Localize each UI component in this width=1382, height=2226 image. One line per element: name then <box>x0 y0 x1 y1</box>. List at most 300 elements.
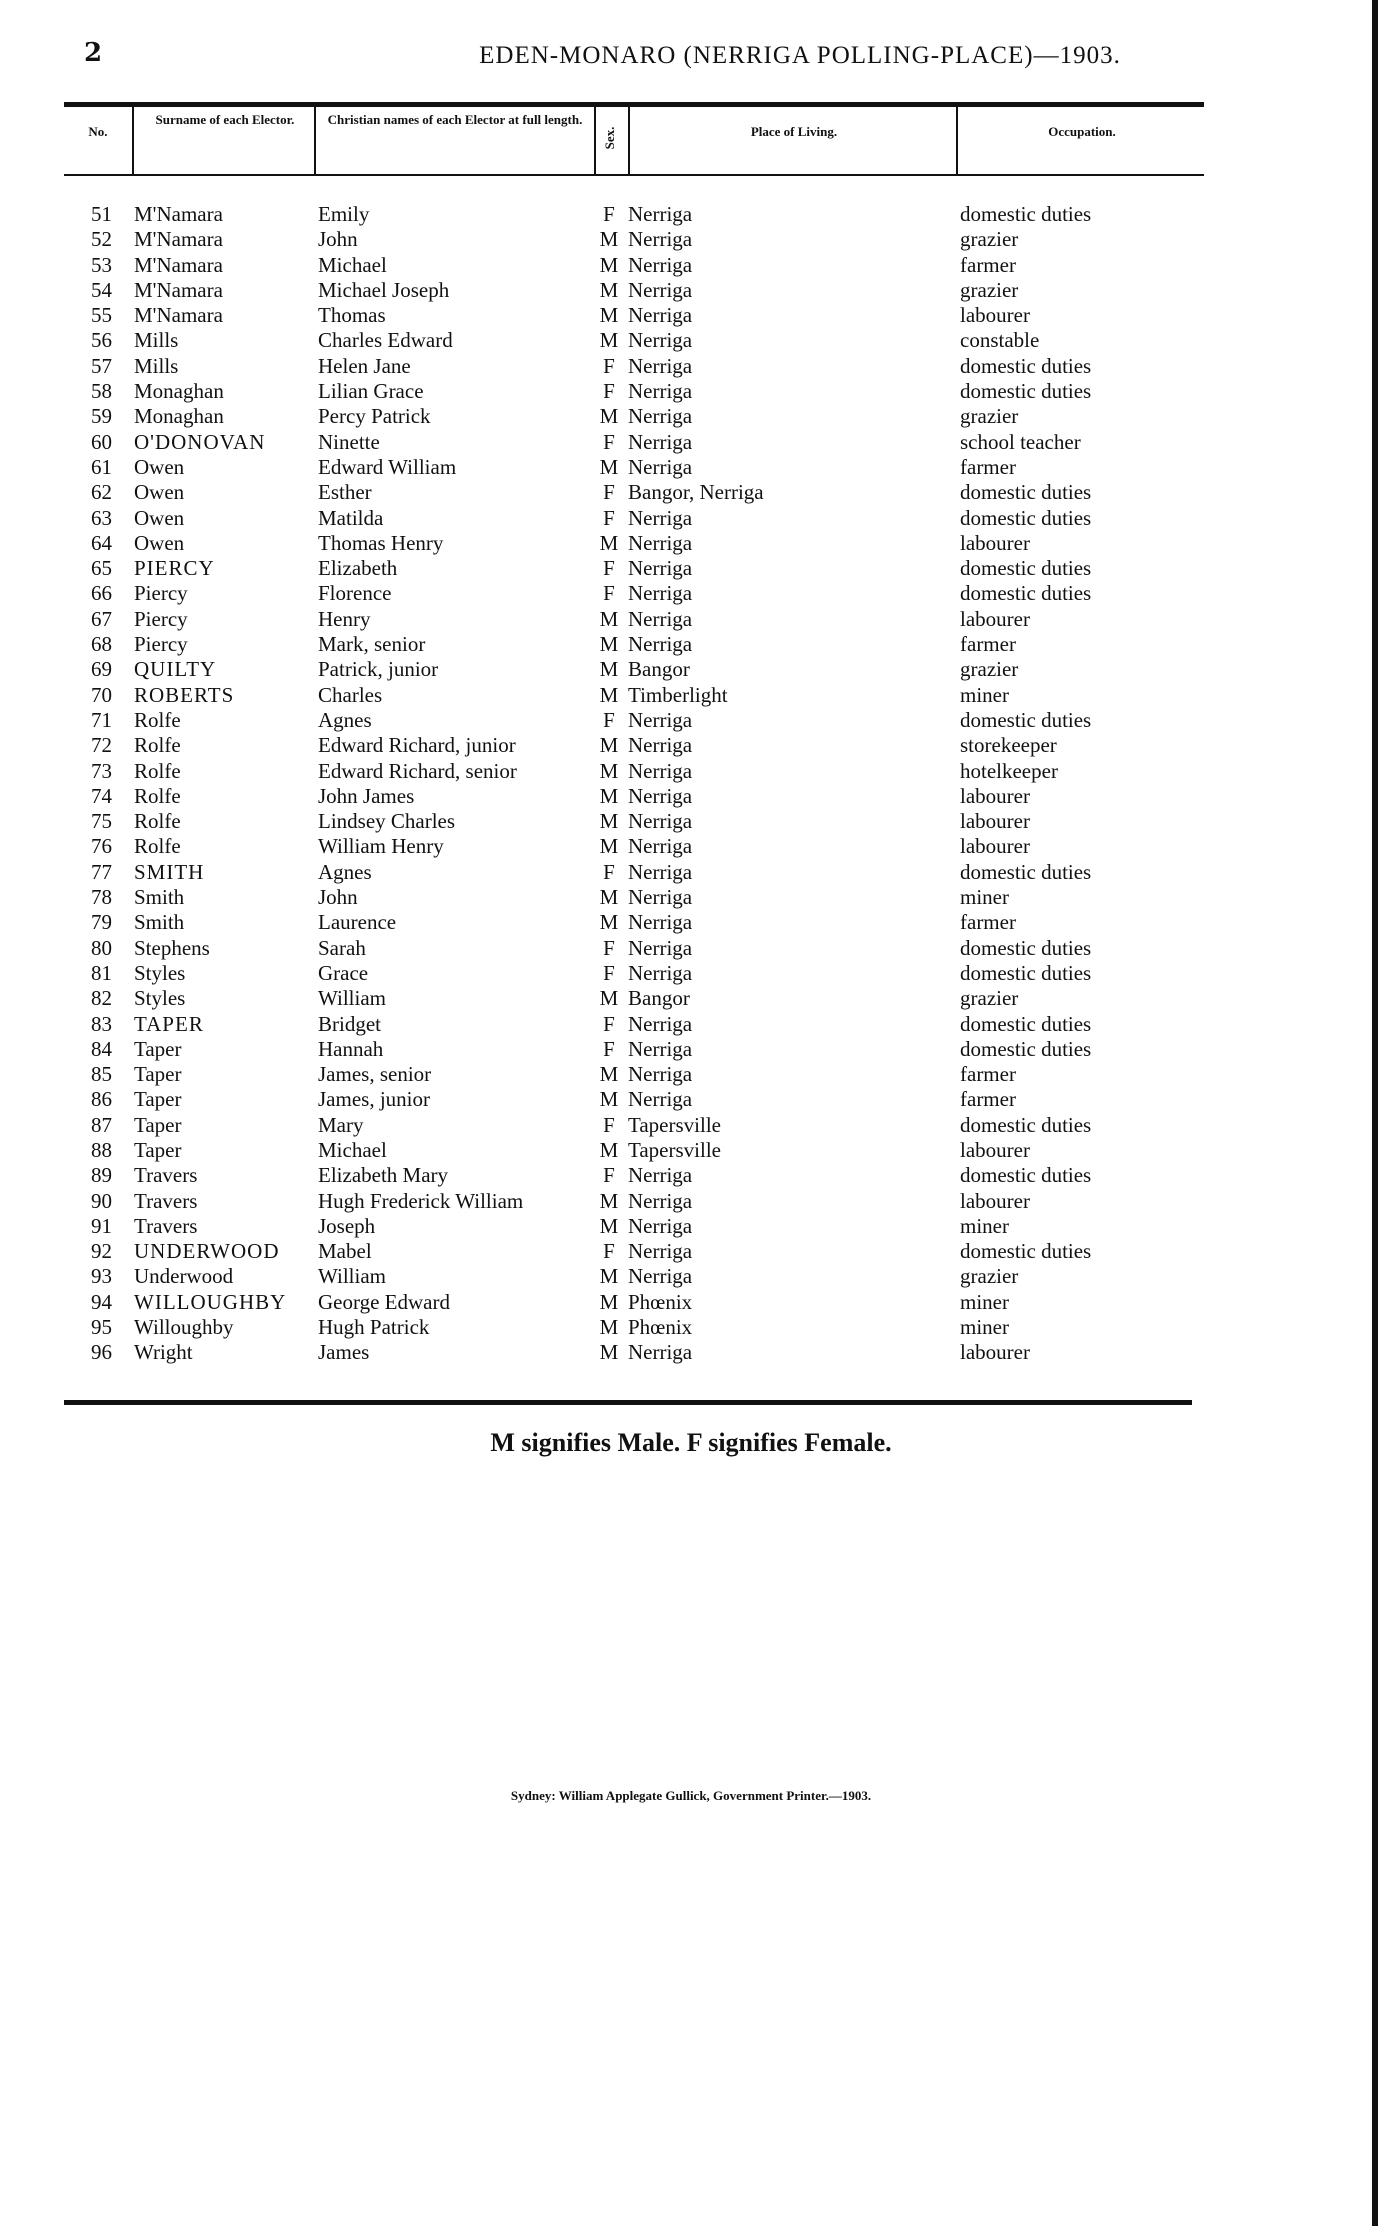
elector-surname: Mills <box>134 353 179 378</box>
elector-surname: Travers <box>134 1163 198 1188</box>
elector-sex: M <box>599 834 619 859</box>
elector-sex: M <box>599 1289 619 1314</box>
elector-christian-names: Thomas Henry <box>318 530 444 555</box>
elector-occupation: domestic duties <box>960 480 1092 505</box>
elector-surname: M'Namara <box>134 202 223 226</box>
table-row <box>0 227 1382 252</box>
elector-christian-names: Michael <box>318 1137 387 1162</box>
elector-sex: M <box>599 227 619 252</box>
elector-sex: F <box>603 353 615 378</box>
electors-table-body <box>0 202 1382 1366</box>
elector-number: 90 <box>91 1188 112 1213</box>
elector-occupation: domestic duties <box>960 1239 1092 1264</box>
elector-number: 93 <box>91 1264 112 1289</box>
elector-place-of-living: Nerriga <box>628 809 693 834</box>
elector-christian-names: Florence <box>318 581 392 606</box>
elector-christian-names: Elizabeth Mary <box>318 1163 449 1188</box>
elector-place-of-living: Nerriga <box>628 960 693 985</box>
col-divider <box>132 106 134 174</box>
elector-surname: M'Namara <box>134 227 223 252</box>
elector-number: 58 <box>91 379 112 404</box>
elector-christian-names: Sarah <box>318 935 366 960</box>
elector-occupation: labourer <box>960 809 1030 834</box>
elector-occupation: miner <box>960 885 1009 910</box>
elector-place-of-living: Tapersville <box>628 1112 721 1137</box>
elector-place-of-living: Nerriga <box>628 783 693 808</box>
table-row <box>0 657 1382 682</box>
elector-christian-names: Hugh Patrick <box>318 1315 430 1340</box>
elector-place-of-living: Nerriga <box>628 454 693 479</box>
elector-christian-names: Matilda <box>318 505 384 530</box>
elector-number: 74 <box>91 783 112 808</box>
elector-sex: M <box>599 1087 619 1112</box>
table-row <box>0 202 1382 227</box>
elector-christian-names: James, senior <box>318 1062 432 1087</box>
elector-place-of-living: Nerriga <box>628 910 693 935</box>
elector-christian-names: Charles Edward <box>318 328 453 353</box>
elector-surname: Mills <box>134 328 179 353</box>
elector-occupation: grazier <box>960 404 1019 429</box>
elector-place-of-living: Nerriga <box>628 404 693 429</box>
elector-christian-names: John <box>318 885 358 910</box>
elector-sex: F <box>603 581 615 606</box>
elector-place-of-living: Nerriga <box>628 530 693 555</box>
printer-imprint: Sydney: William Applegate Gullick, Government Printer.—1903. <box>510 1788 872 1803</box>
elector-christian-names: Lilian Grace <box>318 379 424 404</box>
table-row <box>0 1012 1382 1037</box>
elector-place-of-living: Nerriga <box>628 1062 693 1087</box>
elector-christian-names: Esther <box>318 480 372 505</box>
table-header-rule <box>64 174 1204 176</box>
table-row <box>0 759 1382 784</box>
table-row <box>0 607 1382 632</box>
elector-christian-names: William <box>318 986 386 1011</box>
elector-surname: Willoughby <box>134 1315 234 1340</box>
elector-surname: Rolfe <box>134 733 181 758</box>
elector-christian-names: Patrick, junior <box>318 657 439 682</box>
elector-christian-names: Mary <box>318 1112 364 1137</box>
elector-christian-names: John James <box>318 783 415 808</box>
elector-number: 78 <box>91 885 112 910</box>
elector-christian-names: Lindsey Charles <box>318 809 456 834</box>
elector-sex: F <box>603 480 615 505</box>
table-row <box>0 1087 1382 1112</box>
elector-surname: Taper <box>134 1036 182 1061</box>
elector-christian-names: Emily <box>318 202 370 226</box>
elector-number: 60 <box>91 429 112 454</box>
elector-christian-names: Hannah <box>318 1036 384 1061</box>
elector-number: 81 <box>91 960 112 985</box>
elector-number: 82 <box>91 986 112 1011</box>
elector-surname: M'Namara <box>134 252 223 277</box>
elector-place-of-living: Nerriga <box>628 202 693 226</box>
elector-place-of-living: Bangor <box>628 986 690 1011</box>
elector-occupation: miner <box>960 1289 1009 1314</box>
elector-sex: M <box>599 1062 619 1087</box>
elector-sex: M <box>599 454 619 479</box>
elector-occupation: labourer <box>960 783 1030 808</box>
page-number: 2 <box>84 38 103 68</box>
elector-number: 51 <box>91 202 112 226</box>
elector-surname: Smith <box>134 885 185 910</box>
sex-legend: M signifies Male. F signifies Female. <box>490 1428 892 1457</box>
elector-occupation: domestic duties <box>960 960 1092 985</box>
elector-place-of-living: Nerriga <box>628 505 693 530</box>
elector-christian-names: Agnes <box>318 859 372 884</box>
elector-number: 64 <box>91 530 112 555</box>
elector-surname: TAPER <box>134 1011 204 1036</box>
elector-surname: Underwood <box>134 1264 234 1289</box>
elector-occupation: farmer <box>960 1062 1016 1087</box>
elector-christian-names: Agnes <box>318 707 372 732</box>
elector-place-of-living: Nerriga <box>628 227 693 252</box>
elector-surname: Stephens <box>134 935 210 960</box>
elector-number: 95 <box>91 1315 112 1340</box>
elector-number: 86 <box>91 1087 112 1112</box>
elector-number: 94 <box>91 1289 112 1314</box>
elector-sex: M <box>599 1340 619 1365</box>
elector-place-of-living: Phœnix <box>628 1289 693 1314</box>
elector-surname: Owen <box>134 480 185 505</box>
elector-christian-names: Helen Jane <box>318 353 411 378</box>
col-header-sex: Sex. <box>602 126 617 150</box>
elector-occupation: labourer <box>960 834 1030 859</box>
table-row <box>0 303 1382 328</box>
elector-place-of-living: Nerriga <box>628 606 693 631</box>
elector-number: 91 <box>91 1213 112 1238</box>
elector-occupation: grazier <box>960 657 1019 682</box>
table-row <box>0 455 1382 480</box>
elector-surname: Wright <box>134 1340 193 1365</box>
table-row <box>0 480 1382 505</box>
elector-sex: F <box>603 379 615 404</box>
elector-place-of-living: Nerriga <box>628 632 693 657</box>
elector-place-of-living: Nerriga <box>628 1087 693 1112</box>
table-row <box>0 556 1382 581</box>
elector-place-of-living: Nerriga <box>628 834 693 859</box>
elector-christian-names: Bridget <box>318 1011 381 1036</box>
elector-number: 66 <box>91 581 112 606</box>
elector-occupation: domestic duties <box>960 353 1092 378</box>
col-divider <box>628 106 630 174</box>
elector-christian-names: William Henry <box>318 834 444 859</box>
elector-occupation: farmer <box>960 252 1016 277</box>
table-row <box>0 1340 1382 1365</box>
elector-sex: M <box>599 328 619 353</box>
elector-occupation: domestic duties <box>960 935 1092 960</box>
elector-surname: Styles <box>134 960 186 985</box>
elector-place-of-living: Nerriga <box>628 885 693 910</box>
table-row <box>0 1189 1382 1214</box>
elector-number: 65 <box>91 556 112 581</box>
elector-sex: M <box>599 632 619 657</box>
elector-place-of-living: Bangor <box>628 657 690 682</box>
elector-number: 70 <box>91 682 112 707</box>
elector-occupation: grazier <box>960 277 1019 302</box>
elector-surname: Rolfe <box>134 809 181 834</box>
elector-surname: M'Namara <box>134 277 223 302</box>
elector-surname: Travers <box>134 1213 198 1238</box>
elector-sex: F <box>603 1163 615 1188</box>
elector-sex: M <box>599 1137 619 1162</box>
elector-number: 68 <box>91 632 112 657</box>
elector-place-of-living: Nerriga <box>628 379 693 404</box>
elector-sex: F <box>603 202 615 226</box>
elector-christian-names: Edward William <box>318 454 457 479</box>
elector-sex: M <box>599 682 619 707</box>
table-row <box>0 354 1382 379</box>
elector-sex: M <box>599 885 619 910</box>
elector-place-of-living: Nerriga <box>628 1011 693 1036</box>
elector-occupation: labourer <box>960 530 1030 555</box>
elector-place-of-living: Nerriga <box>628 429 693 454</box>
table-row <box>0 1113 1382 1138</box>
elector-place-of-living: Phœnix <box>628 1315 693 1340</box>
table-row <box>0 430 1382 455</box>
table-row <box>0 379 1382 404</box>
table-row <box>0 809 1382 834</box>
elector-sex: M <box>599 986 619 1011</box>
elector-place-of-living: Nerriga <box>628 556 693 581</box>
table-row <box>0 531 1382 556</box>
elector-number: 84 <box>91 1036 112 1061</box>
table-row <box>0 1315 1382 1340</box>
table-row <box>0 784 1382 809</box>
elector-number: 73 <box>91 758 112 783</box>
elector-christian-names: Laurence <box>318 910 397 935</box>
elector-number: 56 <box>91 328 112 353</box>
table-row <box>0 581 1382 606</box>
elector-number: 71 <box>91 707 112 732</box>
elector-number: 85 <box>91 1062 112 1087</box>
table-row <box>0 1290 1382 1315</box>
table-row <box>0 860 1382 885</box>
elector-occupation: domestic duties <box>960 1036 1092 1061</box>
elector-sex: F <box>603 556 615 581</box>
elector-sex: M <box>599 809 619 834</box>
elector-occupation: grazier <box>960 227 1019 252</box>
elector-place-of-living: Nerriga <box>628 303 693 328</box>
elector-place-of-living: Nerriga <box>628 1163 693 1188</box>
elector-place-of-living: Tapersville <box>628 1137 721 1162</box>
elector-sex: F <box>603 1036 615 1061</box>
elector-surname: Owen <box>134 530 185 555</box>
table-row <box>0 708 1382 733</box>
elector-surname: WILLOUGHBY <box>134 1289 287 1314</box>
elector-number: 83 <box>91 1011 112 1036</box>
table-row <box>0 733 1382 758</box>
table-row <box>0 253 1382 278</box>
table-top-rule <box>64 102 1204 107</box>
elector-sex: F <box>603 960 615 985</box>
elector-occupation: grazier <box>960 986 1019 1011</box>
table-row <box>0 683 1382 708</box>
elector-surname: ROBERTS <box>134 682 235 707</box>
elector-occupation: domestic duties <box>960 581 1092 606</box>
elector-christian-names: John <box>318 227 358 252</box>
table-row <box>0 986 1382 1011</box>
elector-surname: Taper <box>134 1087 182 1112</box>
elector-number: 79 <box>91 910 112 935</box>
elector-occupation: domestic duties <box>960 1163 1092 1188</box>
elector-surname: Rolfe <box>134 783 181 808</box>
elector-place-of-living: Nerriga <box>628 353 693 378</box>
elector-christian-names: George Edward <box>318 1289 450 1314</box>
elector-sex: F <box>603 1011 615 1036</box>
table-row <box>0 936 1382 961</box>
elector-number: 80 <box>91 935 112 960</box>
elector-sex: M <box>599 1188 619 1213</box>
elector-christian-names: Joseph <box>318 1213 376 1238</box>
elector-number: 59 <box>91 404 112 429</box>
table-row <box>0 961 1382 986</box>
elector-christian-names: Ninette <box>318 429 380 454</box>
elector-occupation: school teacher <box>960 429 1081 454</box>
elector-surname: Rolfe <box>134 758 181 783</box>
elector-occupation: domestic duties <box>960 1112 1092 1137</box>
table-row <box>0 885 1382 910</box>
table-row <box>0 278 1382 303</box>
page-title: EDEN-MONARO (NERRIGA POLLING-PLACE)—1903. <box>479 42 1121 69</box>
elector-occupation: domestic duties <box>960 379 1092 404</box>
elector-occupation: farmer <box>960 632 1016 657</box>
elector-surname: Taper <box>134 1112 182 1137</box>
elector-sex: F <box>603 1239 615 1264</box>
elector-christian-names: Edward Richard, senior <box>318 758 517 783</box>
elector-occupation: domestic duties <box>960 202 1092 226</box>
table-row <box>0 1037 1382 1062</box>
col-header-place: Place of Living. <box>750 124 838 139</box>
elector-number: 69 <box>91 657 112 682</box>
elector-sex: M <box>599 530 619 555</box>
table-row <box>0 632 1382 657</box>
elector-place-of-living: Nerriga <box>628 252 693 277</box>
elector-place-of-living: Nerriga <box>628 935 693 960</box>
elector-sex: M <box>599 606 619 631</box>
elector-christian-names: Michael <box>318 252 387 277</box>
elector-surname: PIERCY <box>134 556 215 581</box>
elector-number: 76 <box>91 834 112 859</box>
elector-occupation: domestic duties <box>960 707 1092 732</box>
elector-number: 53 <box>91 252 112 277</box>
elector-occupation: miner <box>960 1213 1009 1238</box>
elector-place-of-living: Nerriga <box>628 758 693 783</box>
elector-christian-names: Mabel <box>318 1239 372 1264</box>
elector-occupation: grazier <box>960 1264 1019 1289</box>
elector-occupation: domestic duties <box>960 505 1092 530</box>
elector-surname: Travers <box>134 1188 198 1213</box>
elector-sex: F <box>603 505 615 530</box>
elector-number: 52 <box>91 227 112 252</box>
col-header-christian: Christian names of each Elector at full length. <box>327 112 583 127</box>
elector-sex: M <box>599 277 619 302</box>
elector-number: 75 <box>91 809 112 834</box>
elector-sex: M <box>599 657 619 682</box>
elector-christian-names: Elizabeth <box>318 556 398 581</box>
elector-christian-names: Charles <box>318 682 383 707</box>
elector-occupation: labourer <box>960 1188 1030 1213</box>
elector-sex: M <box>599 783 619 808</box>
elector-occupation: labourer <box>960 606 1030 631</box>
elector-sex: M <box>599 910 619 935</box>
elector-number: 96 <box>91 1340 112 1365</box>
elector-number: 62 <box>91 480 112 505</box>
elector-occupation: domestic duties <box>960 1011 1092 1036</box>
elector-sex: M <box>599 404 619 429</box>
elector-occupation: labourer <box>960 303 1030 328</box>
elector-christian-names: Henry <box>318 606 371 631</box>
elector-christian-names: James <box>318 1340 370 1365</box>
elector-place-of-living: Nerriga <box>628 1188 693 1213</box>
elector-place-of-living: Nerriga <box>628 1239 693 1264</box>
elector-occupation: labourer <box>960 1137 1030 1162</box>
elector-place-of-living: Nerriga <box>628 328 693 353</box>
elector-occupation: storekeeper <box>960 733 1057 758</box>
elector-sex: M <box>599 733 619 758</box>
elector-surname: M'Namara <box>134 303 223 328</box>
elector-occupation: miner <box>960 682 1009 707</box>
table-row <box>0 1214 1382 1239</box>
elector-number: 54 <box>91 277 112 302</box>
elector-christian-names: Hugh Frederick William <box>318 1188 524 1213</box>
elector-surname: Piercy <box>134 581 188 606</box>
elector-surname: Monaghan <box>134 379 224 404</box>
elector-surname: O'DONOVAN <box>134 429 266 454</box>
col-divider <box>314 106 316 174</box>
table-row <box>0 404 1382 429</box>
elector-sex: F <box>603 1112 615 1137</box>
elector-surname: SMITH <box>134 859 205 884</box>
elector-number: 55 <box>91 303 112 328</box>
elector-occupation: constable <box>960 328 1040 353</box>
elector-place-of-living: Nerriga <box>628 1264 693 1289</box>
elector-sex: M <box>599 1264 619 1289</box>
table-bottom-rule <box>64 1400 1192 1405</box>
table-row <box>0 1062 1382 1087</box>
elector-sex: M <box>599 303 619 328</box>
elector-occupation: farmer <box>960 1087 1016 1112</box>
table-row <box>0 1163 1382 1188</box>
elector-occupation: farmer <box>960 910 1016 935</box>
elector-number: 72 <box>91 733 112 758</box>
elector-occupation: domestic duties <box>960 859 1092 884</box>
elector-number: 67 <box>91 606 112 631</box>
elector-sex: F <box>603 429 615 454</box>
elector-sex: F <box>603 707 615 732</box>
table-row <box>0 328 1382 353</box>
elector-place-of-living: Nerriga <box>628 733 693 758</box>
elector-christian-names: Michael Joseph <box>318 277 450 302</box>
elector-surname: Styles <box>134 986 186 1011</box>
elector-occupation: miner <box>960 1315 1009 1340</box>
table-row <box>0 1264 1382 1289</box>
elector-surname: Owen <box>134 454 185 479</box>
elector-surname: Monaghan <box>134 404 224 429</box>
elector-surname: Piercy <box>134 632 188 657</box>
elector-place-of-living: Nerriga <box>628 1036 693 1061</box>
table-row <box>0 1138 1382 1163</box>
elector-surname: QUILTY <box>134 657 217 682</box>
elector-surname: Smith <box>134 910 185 935</box>
elector-christian-names: James, junior <box>318 1087 430 1112</box>
elector-place-of-living: Timberlight <box>628 682 728 707</box>
elector-surname: UNDERWOOD <box>134 1239 280 1264</box>
elector-christian-names: Mark, senior <box>318 632 426 657</box>
elector-surname: Taper <box>134 1062 182 1087</box>
elector-place-of-living: Nerriga <box>628 277 693 302</box>
elector-occupation: farmer <box>960 454 1016 479</box>
elector-place-of-living: Bangor, Nerriga <box>628 480 764 505</box>
